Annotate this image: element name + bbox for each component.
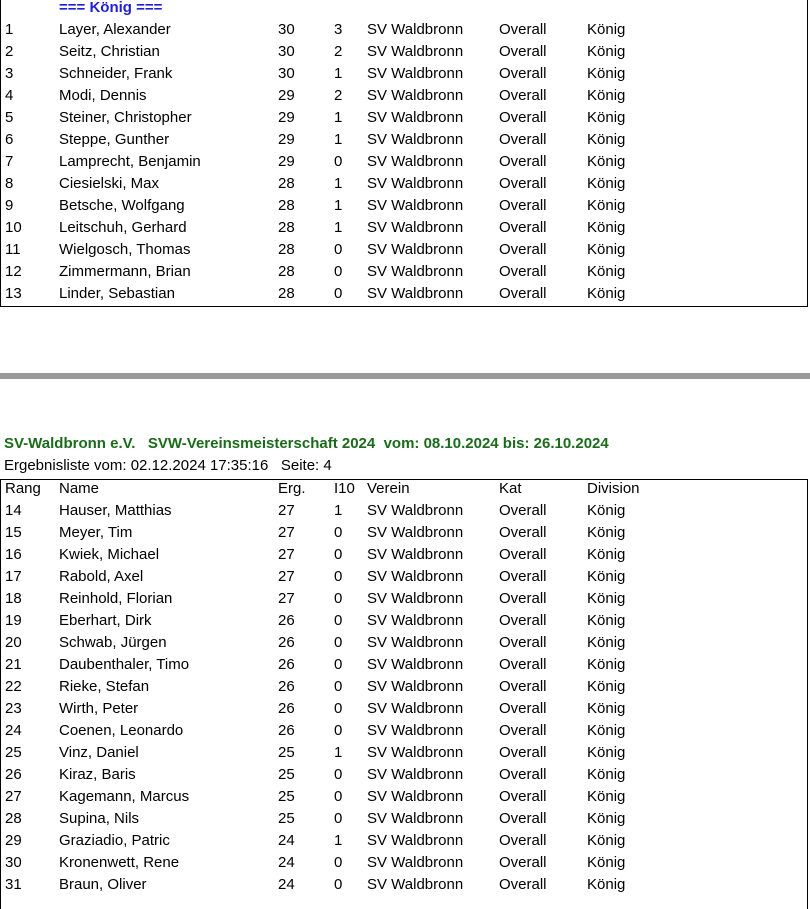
cell-rang: 31 — [5, 876, 22, 893]
cell-erg: 29 — [278, 131, 295, 148]
cell-i10: 1 — [334, 175, 343, 192]
cell-verein: SV Waldbronn — [367, 197, 464, 214]
cell-verein: SV Waldbronn — [367, 678, 464, 695]
cell-division: König — [587, 656, 626, 673]
cell-erg: 25 — [278, 788, 295, 805]
cell-verein: SV Waldbronn — [367, 263, 464, 280]
cell-rang: 20 — [5, 634, 22, 651]
cell-i10: 0 — [334, 788, 343, 805]
table-row — [1, 720, 807, 742]
cell-erg: 29 — [278, 109, 295, 126]
cell-rang: 26 — [5, 766, 22, 783]
cell-rang: 16 — [5, 546, 22, 563]
cell-name: Braun, Oliver — [59, 876, 147, 893]
cell-name: Coenen, Leonardo — [59, 722, 184, 739]
cell-kat: Overall — [499, 263, 547, 280]
cell-kat: Overall — [499, 197, 547, 214]
cell-erg: 30 — [278, 65, 295, 82]
table-row — [1, 85, 807, 107]
cell-division: König — [587, 263, 626, 280]
cell-rang: 1 — [5, 21, 14, 38]
cell-i10: 1 — [334, 109, 343, 126]
cell-erg: 27 — [278, 590, 295, 607]
cell-verein: SV Waldbronn — [367, 65, 464, 82]
table-row — [1, 129, 807, 151]
cell-division: König — [587, 21, 626, 38]
cell-division: König — [587, 87, 626, 104]
cell-verein: SV Waldbronn — [367, 854, 464, 871]
cell-verein: SV Waldbronn — [367, 109, 464, 126]
cell-i10: 1 — [334, 197, 343, 214]
column-header-kat: Kat — [499, 480, 522, 497]
cell-verein: SV Waldbronn — [367, 21, 464, 38]
cell-name: Kiraz, Baris — [59, 766, 136, 783]
cell-erg: 27 — [278, 568, 295, 585]
cell-kat: Overall — [499, 744, 547, 761]
cell-rang: 25 — [5, 744, 22, 761]
cell-rang: 10 — [5, 219, 22, 236]
table-row — [1, 610, 807, 632]
cell-verein: SV Waldbronn — [367, 219, 464, 236]
cell-verein: SV Waldbronn — [367, 876, 464, 893]
cell-division: König — [587, 788, 626, 805]
cell-rang: 19 — [5, 612, 22, 629]
cell-name: Kwiek, Michael — [59, 546, 160, 563]
cell-i10: 1 — [334, 832, 343, 849]
cell-kat: Overall — [499, 21, 547, 38]
table-row — [1, 830, 807, 852]
cell-erg: 24 — [278, 832, 295, 849]
cell-erg: 28 — [278, 263, 295, 280]
cell-erg: 26 — [278, 700, 295, 717]
cell-erg: 24 — [278, 854, 295, 871]
cell-rang: 23 — [5, 700, 22, 717]
cell-i10: 0 — [334, 241, 343, 258]
cell-verein: SV Waldbronn — [367, 656, 464, 673]
cell-division: König — [587, 744, 626, 761]
cell-erg: 27 — [278, 524, 295, 541]
results-rows — [1, 478, 807, 896]
cell-name: Eberhart, Dirk — [59, 612, 152, 629]
cell-i10: 1 — [334, 502, 343, 519]
cell-kat: Overall — [499, 241, 547, 258]
cell-erg: 26 — [278, 722, 295, 739]
cell-i10: 0 — [334, 810, 343, 827]
cell-name: Kagemann, Marcus — [59, 788, 190, 805]
cell-name: Supina, Nils — [59, 810, 140, 827]
cell-verein: SV Waldbronn — [367, 788, 464, 805]
table-row — [1, 107, 807, 129]
cell-i10: 2 — [334, 87, 343, 104]
cell-division: König — [587, 109, 626, 126]
cell-name: Linder, Sebastian — [59, 285, 175, 302]
cell-verein: SV Waldbronn — [367, 744, 464, 761]
cell-erg: 29 — [278, 87, 295, 104]
cell-i10: 1 — [334, 744, 343, 761]
table-row — [1, 764, 807, 786]
cell-rang: 21 — [5, 656, 22, 673]
cell-verein: SV Waldbronn — [367, 612, 464, 629]
cell-erg: 28 — [278, 197, 295, 214]
cell-erg: 29 — [278, 153, 295, 170]
cell-erg: 26 — [278, 678, 295, 695]
column-header-i10: I10 — [334, 480, 355, 497]
cell-verein: SV Waldbronn — [367, 524, 464, 541]
cell-rang: 11 — [5, 241, 21, 258]
cell-kat: Overall — [499, 590, 547, 607]
cell-i10: 1 — [334, 131, 343, 148]
cell-division: König — [587, 634, 626, 651]
cell-division: König — [587, 285, 626, 302]
table-row — [1, 261, 807, 283]
cell-division: König — [587, 810, 626, 827]
cell-kat: Overall — [499, 700, 547, 717]
table-row — [1, 500, 807, 522]
table-row — [1, 588, 807, 610]
table-row — [1, 41, 807, 63]
column-header-erg: Erg. — [278, 480, 306, 497]
cell-rang: 30 — [5, 854, 22, 871]
cell-division: König — [587, 876, 626, 893]
cell-kat: Overall — [499, 87, 547, 104]
cell-verein: SV Waldbronn — [367, 43, 464, 60]
table-row — [1, 654, 807, 676]
cell-division: König — [587, 65, 626, 82]
table-row — [1, 566, 807, 588]
cell-i10: 0 — [334, 263, 343, 280]
cell-verein: SV Waldbronn — [367, 590, 464, 607]
cell-division: König — [587, 546, 626, 563]
cell-i10: 0 — [334, 612, 343, 629]
cell-division: König — [587, 612, 626, 629]
cell-i10: 0 — [334, 285, 343, 302]
column-header-rang: Rang — [5, 480, 41, 497]
results-table-page-3 — [0, 0, 808, 307]
cell-kat: Overall — [499, 43, 547, 60]
cell-division: König — [587, 502, 626, 519]
cell-division: König — [587, 854, 626, 871]
cell-i10: 0 — [334, 700, 343, 717]
cell-erg: 28 — [278, 219, 295, 236]
cell-division: König — [587, 524, 626, 541]
cell-division: König — [587, 131, 626, 148]
document-subheader: Ergebnisliste vom: 02.12.2024 17:35:16 Seite: 4 — [4, 457, 332, 474]
cell-erg: 26 — [278, 634, 295, 651]
cell-kat: Overall — [499, 854, 547, 871]
cell-verein: SV Waldbronn — [367, 285, 464, 302]
cell-verein: SV Waldbronn — [367, 766, 464, 783]
table-row — [1, 742, 807, 764]
cell-verein: SV Waldbronn — [367, 153, 464, 170]
cell-division: König — [587, 590, 626, 607]
cell-name: Meyer, Tim — [59, 524, 133, 541]
cell-kat: Overall — [499, 131, 547, 148]
cell-verein: SV Waldbronn — [367, 87, 464, 104]
table-row — [1, 786, 807, 808]
cell-erg: 26 — [278, 656, 295, 673]
cell-division: König — [587, 219, 626, 236]
cell-name: Hauser, Matthias — [59, 502, 172, 519]
cell-kat: Overall — [499, 546, 547, 563]
table-row — [1, 283, 807, 305]
cell-i10: 0 — [334, 876, 343, 893]
column-header-division: Division — [587, 480, 640, 497]
cell-kat: Overall — [499, 109, 547, 126]
cell-erg: 26 — [278, 612, 295, 629]
cell-rang: 3 — [5, 65, 14, 82]
cell-rang: 14 — [5, 502, 22, 519]
cell-rang: 8 — [5, 175, 14, 192]
cell-kat: Overall — [499, 65, 547, 82]
cell-division: König — [587, 241, 626, 258]
cell-division: König — [587, 700, 626, 717]
cell-i10: 0 — [334, 766, 343, 783]
cell-erg: 25 — [278, 810, 295, 827]
cell-name: Zimmermann, Brian — [59, 263, 191, 280]
cell-verein: SV Waldbronn — [367, 568, 464, 585]
cell-name: Modi, Dennis — [59, 87, 147, 104]
cell-verein: SV Waldbronn — [367, 700, 464, 717]
cell-verein: SV Waldbronn — [367, 546, 464, 563]
cell-kat: Overall — [499, 175, 547, 192]
table-row — [1, 632, 807, 654]
table-row — [1, 173, 807, 195]
cell-division: König — [587, 832, 626, 849]
cell-name: Rabold, Axel — [59, 568, 144, 585]
cell-rang: 6 — [5, 131, 14, 148]
cell-i10: 2 — [334, 43, 343, 60]
cell-name: Leitschuh, Gerhard — [59, 219, 187, 236]
cell-rang: 18 — [5, 590, 22, 607]
cell-rang: 2 — [5, 43, 14, 60]
cell-kat: Overall — [499, 612, 547, 629]
cell-name: Layer, Alexander — [59, 21, 171, 38]
cell-verein: SV Waldbronn — [367, 175, 464, 192]
cell-erg: 24 — [278, 876, 295, 893]
cell-name: Seitz, Christian — [59, 43, 160, 60]
cell-kat: Overall — [499, 788, 547, 805]
cell-verein: SV Waldbronn — [367, 722, 464, 739]
cell-kat: Overall — [499, 634, 547, 651]
table-row — [1, 698, 807, 720]
cell-kat: Overall — [499, 219, 547, 236]
cell-kat: Overall — [499, 285, 547, 302]
cell-kat: Overall — [499, 678, 547, 695]
cell-name: Wirth, Peter — [59, 700, 139, 717]
cell-i10: 0 — [334, 722, 343, 739]
column-header-name: Name — [59, 480, 100, 497]
cell-rang: 22 — [5, 678, 22, 695]
cell-division: König — [587, 43, 626, 60]
table-row — [1, 676, 807, 698]
cell-division: König — [587, 153, 626, 170]
cell-kat: Overall — [499, 876, 547, 893]
cell-name: Daubenthaler, Timo — [59, 656, 190, 673]
cell-rang: 17 — [5, 568, 22, 585]
cell-i10: 0 — [334, 546, 343, 563]
cell-verein: SV Waldbronn — [367, 131, 464, 148]
cell-name: Schneider, Frank — [59, 65, 173, 82]
cell-verein: SV Waldbronn — [367, 241, 464, 258]
cell-erg: 27 — [278, 502, 295, 519]
cell-rang: 4 — [5, 87, 14, 104]
table-header-row — [1, 478, 807, 500]
table-row — [1, 522, 807, 544]
cell-kat: Overall — [499, 810, 547, 827]
table-row — [1, 239, 807, 261]
cell-erg: 27 — [278, 546, 295, 563]
cell-rang: 7 — [5, 153, 14, 170]
cell-erg: 25 — [278, 744, 295, 761]
cell-division: König — [587, 568, 626, 585]
cell-name: Lamprecht, Benjamin — [59, 153, 201, 170]
cell-division: König — [587, 766, 626, 783]
results-table-page-4 — [0, 479, 808, 909]
cell-name: Schwab, Jürgen — [59, 634, 167, 651]
cell-rang: 27 — [5, 788, 22, 805]
cell-verein: SV Waldbronn — [367, 634, 464, 651]
cell-i10: 0 — [334, 634, 343, 651]
cell-kat: Overall — [499, 722, 547, 739]
table-row — [1, 217, 807, 239]
cell-name: Kronenwett, Rene — [59, 854, 180, 871]
table-row — [1, 19, 807, 41]
column-header-verein: Verein — [367, 480, 410, 497]
cell-name: Graziadio, Patric — [59, 832, 170, 849]
cell-i10: 0 — [334, 854, 343, 871]
cell-erg: 28 — [278, 175, 295, 192]
cell-division: König — [587, 197, 626, 214]
cell-rang: 13 — [5, 285, 22, 302]
cell-kat: Overall — [499, 502, 547, 519]
cell-rang: 5 — [5, 109, 14, 126]
page-separator — [0, 373, 810, 379]
cell-verein: SV Waldbronn — [367, 502, 464, 519]
cell-kat: Overall — [499, 766, 547, 783]
division-title: === König === — [59, 0, 163, 16]
cell-name: Wielgosch, Thomas — [59, 241, 191, 258]
cell-rang: 9 — [5, 197, 14, 214]
cell-kat: Overall — [499, 153, 547, 170]
cell-name: Vinz, Daniel — [59, 744, 139, 761]
cell-erg: 28 — [278, 285, 295, 302]
table-row — [1, 63, 807, 85]
table-row — [1, 195, 807, 217]
document-header: SV-Waldbronn e.V. SVW-Vereinsmeisterschaft 2024 vom: 08.10.2024 bis: 26.10.2024 — [4, 435, 609, 452]
cell-rang: 29 — [5, 832, 22, 849]
cell-verein: SV Waldbronn — [367, 810, 464, 827]
cell-i10: 0 — [334, 153, 343, 170]
cell-i10: 1 — [334, 65, 343, 82]
cell-name: Steppe, Gunther — [59, 131, 170, 148]
table-row — [1, 874, 807, 896]
cell-name: Betsche, Wolfgang — [59, 197, 185, 214]
cell-rang: 28 — [5, 810, 22, 827]
cell-erg: 30 — [278, 21, 295, 38]
cell-division: König — [587, 678, 626, 695]
table-row — [1, 808, 807, 830]
cell-name: Rieke, Stefan — [59, 678, 150, 695]
cell-division: König — [587, 175, 626, 192]
cell-kat: Overall — [499, 568, 547, 585]
table-row — [1, 852, 807, 874]
cell-erg: 28 — [278, 241, 295, 258]
cell-verein: SV Waldbronn — [367, 832, 464, 849]
results-rows — [1, 19, 807, 305]
table-row — [1, 151, 807, 173]
cell-i10: 1 — [334, 219, 343, 236]
cell-erg: 30 — [278, 43, 295, 60]
cell-name: Reinhold, Florian — [59, 590, 173, 607]
cell-i10: 0 — [334, 678, 343, 695]
cell-rang: 12 — [5, 263, 22, 280]
cell-i10: 3 — [334, 21, 343, 38]
cell-i10: 0 — [334, 656, 343, 673]
cell-division: König — [587, 722, 626, 739]
table-row — [1, 544, 807, 566]
cell-i10: 0 — [334, 590, 343, 607]
cell-i10: 0 — [334, 524, 343, 541]
cell-kat: Overall — [499, 832, 547, 849]
cell-kat: Overall — [499, 524, 547, 541]
cell-kat: Overall — [499, 656, 547, 673]
cell-rang: 15 — [5, 524, 22, 541]
cell-erg: 25 — [278, 766, 295, 783]
cell-i10: 0 — [334, 568, 343, 585]
cell-name: Steiner, Christopher — [59, 109, 192, 126]
cell-name: Ciesielski, Max — [59, 175, 160, 192]
cell-rang: 24 — [5, 722, 22, 739]
